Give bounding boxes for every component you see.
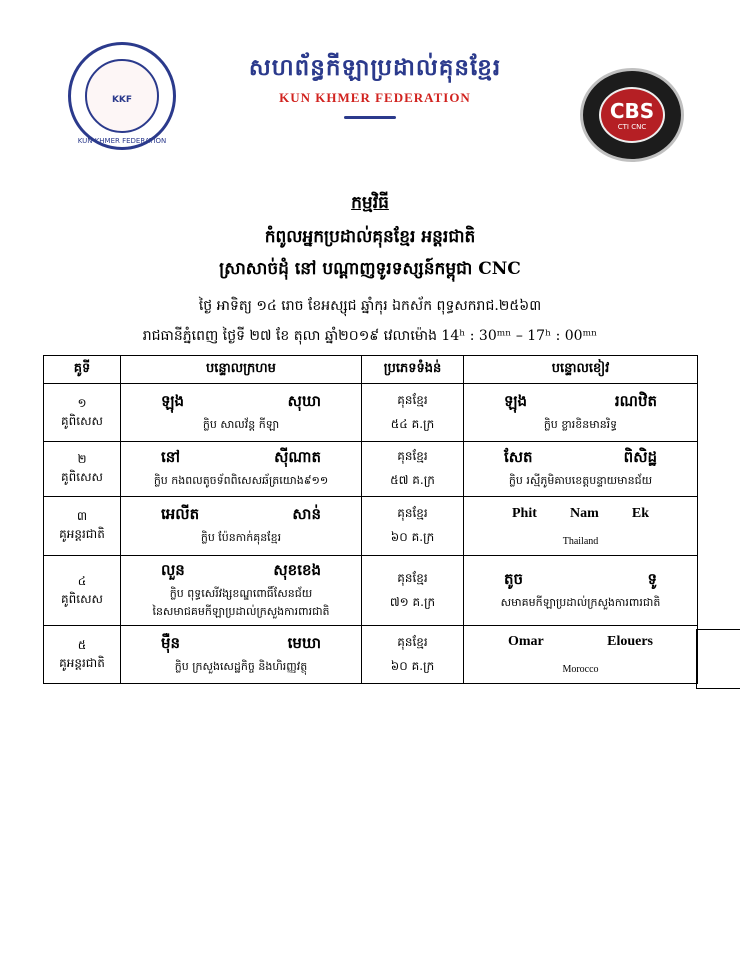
blue-corner-cell [464, 556, 698, 626]
bout-number: ៣ [76, 509, 88, 523]
bout-cell [44, 556, 121, 626]
red-corner-cell [121, 556, 362, 626]
blue-middle-name: Nam [569, 505, 599, 521]
bout-weight: ៥៧ គ.ក្រ [390, 473, 435, 487]
bout-number: ២ [77, 452, 87, 466]
bout-type: គុនខ្មែរ [397, 634, 428, 649]
blue-last-name: រណឋិត [614, 391, 657, 410]
decorative-divider [344, 116, 396, 119]
bout-weight: ៧១ គ.ក្រ [389, 594, 436, 609]
red-last-name: សាន់ [292, 505, 321, 523]
red-club: ក្លិប ប៉ែនកាក់គុនខ្មែរ [200, 531, 282, 544]
bout-cell [44, 442, 121, 497]
bout-category: គូអន្តរជាតិ [59, 655, 105, 670]
header-red-corner: បន្ទោលក្រហម [121, 356, 362, 384]
event-date-time: រាជធានីភ្នំពេញ ថ្ងៃទី ២៧ ខែ តុលា ឆ្នាំ២០១៩ វេលាម៉ោង 14ʰ : 30ᵐⁿ – 17ʰ : 00ᵐⁿ [142, 328, 598, 344]
blue-country: Thailand [562, 535, 599, 547]
red-first-name: នៅ [161, 448, 181, 466]
red-corner-cell [121, 384, 362, 442]
cbs-logo [580, 68, 684, 162]
event-title: កំពូលអ្នកប្រដាល់គុនខ្មែរ អន្តរជាតិ [264, 227, 476, 247]
red-last-name: មេឃា [287, 633, 321, 652]
weight-cell [362, 384, 464, 442]
weight-cell [362, 497, 464, 556]
blue-corner-cell [464, 626, 698, 684]
blue-club: សមាគមកីឡាប្រដាល់ក្រសួងការពារជាតិ [500, 595, 661, 609]
red-last-name: សុខខេង [273, 560, 321, 579]
red-corner-cell [121, 497, 362, 556]
cbs-logo-text: CBS [609, 99, 655, 123]
cbs-logo-sub: CTI CNC [617, 123, 647, 131]
red-club: ក្លិប សាលវ័ន្ត កីឡា [202, 417, 280, 431]
red-first-name: ឡុង [161, 391, 185, 410]
bout-type: គុនខ្មែរ [397, 506, 428, 520]
bout-category: គូពិសេស [61, 413, 103, 428]
blue-first-name: Omar [508, 634, 544, 649]
red-corner-cell [121, 442, 362, 497]
bout-category: គូអន្តរជាតិ [59, 527, 105, 541]
blue-first-name: សែត [504, 448, 533, 466]
cbs-badge [599, 87, 665, 143]
red-club: ក្លិប កងពលតូចទ័ពពិសេសឆ័ត្រយោង៩១១ [153, 474, 329, 487]
blue-club: ក្លិប រស្មីភូមិគាបខេត្តបន្ទាយមានជ័យ [508, 474, 653, 487]
header-blue-corner: បន្ទោលខៀវ [464, 356, 698, 384]
federation-name-khmer: សហព័ន្ធកីឡាប្រដាល់គុនខ្មែរ [248, 55, 502, 81]
logo-kkf-text: KKF [111, 95, 133, 105]
table-row [44, 497, 698, 556]
red-corner-cell [121, 626, 362, 684]
red-club: ក្លិប ក្រសួងសេដ្ឋកិច្ច និងហិរញ្ញវត្ថុ [174, 659, 308, 673]
header-weight-class: ប្រភេទទំងន់ [362, 356, 464, 384]
federation-name-english: KUN KHMER FEDERATION [279, 90, 471, 105]
event-subtitle: ស្រាសាច់ដុំ នៅ បណ្ដាញទូរទស្សន៍កម្ពុជា CNC [219, 259, 521, 279]
bout-number: ៥ [77, 637, 87, 652]
red-first-name: លួន [161, 560, 185, 579]
weight-cell [362, 442, 464, 497]
blue-last-name: ទូ [647, 569, 657, 588]
blue-country: Morocco [562, 664, 599, 675]
bout-category: គូពិសេស [61, 591, 103, 606]
blue-first-name: Phit [512, 505, 537, 521]
red-first-name: អេលីត [161, 505, 200, 523]
blue-corner-cell [464, 497, 698, 556]
bout-weight: ៥៤ គ.ក្រ [390, 416, 435, 431]
logo-ring-text: KUN KHMER FEDERATION [77, 137, 167, 145]
red-first-name: ម៉ឺន [161, 633, 181, 652]
bout-weight: ៦០ គ.ក្រ [390, 658, 435, 673]
bout-type: គុនខ្មែរ [397, 392, 428, 407]
bout-number: ៤ [77, 573, 87, 588]
blue-first-name: ឡុង [504, 391, 528, 410]
table-overflow-cell [696, 629, 740, 689]
blue-last-name: Elouers [607, 634, 653, 649]
blue-last-name: ពិសិដ្ឋ [623, 448, 657, 466]
table-header-row [44, 356, 698, 384]
bout-number: ១ [77, 395, 87, 410]
bout-category: គូពិសេស [61, 470, 103, 484]
blue-last-name: Ek [631, 505, 649, 521]
bout-weight: ៦០ គ.ក្រ [390, 530, 435, 544]
red-club-line2: នៃសមាជគមកីឡាប្រដាល់ក្រសួងការពារជាតិ [152, 604, 330, 618]
red-club: ក្លិប ពុទ្ធសេរីវង្សខណ្ឌពោធិ៍សែនជ័យ [169, 586, 313, 600]
table-row [44, 442, 698, 497]
blue-club: ក្លិប ខ្លារខិនមានរិទ្ធ [543, 417, 618, 431]
bout-type: គុនខ្មែរ [397, 449, 428, 463]
weight-cell [362, 556, 464, 626]
blue-corner-cell [464, 442, 698, 497]
bout-cell [44, 626, 121, 684]
bout-cell [44, 497, 121, 556]
lunar-date: ថ្ងៃ អាទិត្យ ១៤ រោច ខែអស្សុជ ឆ្នាំកុរ ឯកស័ក ពុទ្ធសករាជ.២៥៦៣ [198, 298, 542, 314]
red-last-name: សុឃា [287, 391, 321, 410]
table-row [44, 626, 698, 684]
blue-first-name: តូច [504, 569, 524, 588]
kkf-logo [68, 42, 176, 150]
table-row [44, 556, 698, 626]
table-row [44, 384, 698, 442]
bout-cell [44, 384, 121, 442]
program-heading: កម្មវិធី [351, 193, 389, 213]
red-last-name: ស៊ីណាត [274, 448, 321, 466]
weight-cell [362, 626, 464, 684]
fight-schedule-table [43, 355, 698, 684]
bout-type: គុនខ្មែរ [397, 570, 428, 585]
blue-corner-cell [464, 384, 698, 442]
header-bout-number: គូទី [44, 356, 121, 384]
